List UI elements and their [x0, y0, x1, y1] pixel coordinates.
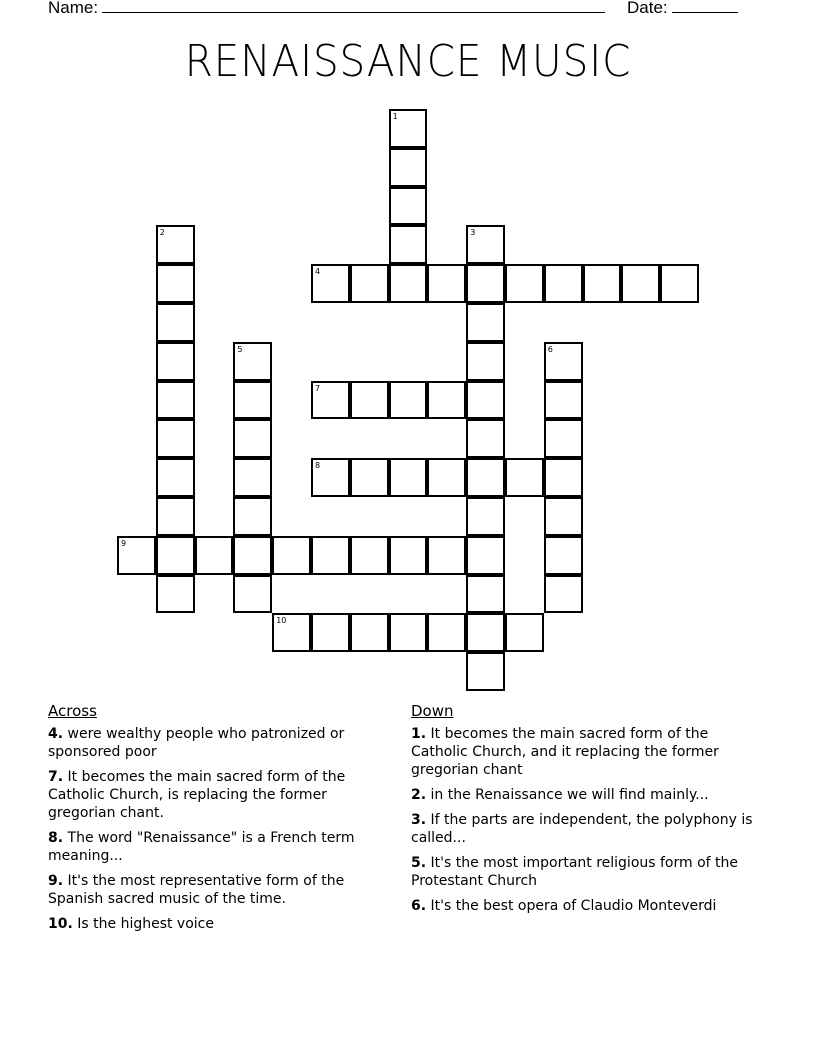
grid-cell[interactable]	[466, 225, 505, 264]
grid-cell[interactable]	[466, 381, 505, 420]
clue-text: in the Renaissance we will find mainly...	[430, 787, 709, 803]
grid-cell[interactable]	[350, 264, 389, 303]
grid-cell[interactable]	[505, 264, 544, 303]
grid-cell[interactable]	[272, 613, 311, 652]
grid-cell[interactable]	[583, 264, 622, 303]
grid-cell[interactable]	[389, 264, 428, 303]
clue-number: 6	[547, 344, 553, 354]
across-clues	[48, 700, 393, 940]
grid-cell[interactable]	[233, 419, 272, 458]
down-clue	[411, 897, 766, 915]
grid-cell[interactable]	[156, 342, 195, 381]
clue-number: 10	[276, 616, 287, 626]
grid-cell[interactable]	[156, 575, 195, 614]
grid-cell[interactable]	[389, 458, 428, 497]
clue-number-label: 7.	[48, 769, 64, 785]
grid-cell[interactable]	[311, 458, 350, 497]
grid-cell[interactable]	[350, 381, 389, 420]
grid-cell[interactable]	[272, 536, 311, 575]
grid-cell[interactable]	[117, 536, 156, 575]
grid-cell[interactable]	[350, 458, 389, 497]
clue-text: It's the most representative form of the Spanish sacred music of the time.	[48, 873, 345, 907]
grid-cell[interactable]	[195, 536, 234, 575]
clue-number: 4	[315, 267, 321, 277]
clue-number: 5	[237, 344, 243, 354]
clue-number: 1	[392, 112, 398, 121]
clue-number-label: 3.	[411, 812, 427, 828]
down-clue	[411, 854, 766, 890]
clue-text: It's the most important religious form of the Protestant Church	[411, 855, 739, 889]
grid-cell[interactable]	[466, 419, 505, 458]
grid-cell[interactable]	[427, 381, 466, 420]
clue-number-label: 4.	[48, 726, 64, 742]
grid-cell[interactable]	[233, 381, 272, 420]
grid-cell[interactable]	[233, 497, 272, 536]
across-clue	[48, 768, 393, 822]
clue-number-label: 6.	[411, 898, 427, 914]
clue-number: 3	[470, 228, 476, 238]
grid-cell[interactable]	[544, 575, 583, 614]
grid-cell[interactable]	[544, 264, 583, 303]
grid-cell[interactable]	[544, 458, 583, 497]
down-clue	[411, 811, 766, 847]
grid-cell[interactable]	[427, 536, 466, 575]
clue-number: 2	[159, 228, 165, 238]
clue-number: 9	[121, 538, 127, 548]
name-label: Name:	[48, 0, 99, 17]
grid-cell[interactable]	[466, 652, 505, 691]
grid-cell[interactable]	[389, 225, 428, 264]
down-clue	[411, 786, 766, 804]
grid-cell[interactable]	[389, 381, 428, 420]
clue-text: If the parts are independent, the polyphony is called...	[411, 812, 753, 846]
grid-cell[interactable]	[233, 342, 272, 381]
grid-cell[interactable]	[660, 264, 699, 303]
across-clue	[48, 872, 393, 908]
grid-cell[interactable]	[233, 536, 272, 575]
clue-text: It becomes the main sacred form of the Catholic Church, is replacing the former gregorian chant.	[48, 769, 346, 821]
grid-cell[interactable]	[389, 109, 428, 148]
grid-cell[interactable]	[621, 264, 660, 303]
grid-cell[interactable]	[311, 264, 350, 303]
across-clue	[48, 915, 393, 933]
grid-cell[interactable]	[350, 536, 389, 575]
clue-number-label: 5.	[411, 855, 427, 871]
clue-number: 7	[315, 383, 321, 393]
grid-cell[interactable]	[427, 613, 466, 652]
grid-cell[interactable]	[505, 458, 544, 497]
grid-cell[interactable]	[156, 303, 195, 342]
grid-cell[interactable]	[156, 381, 195, 420]
across-heading: Across	[48, 702, 97, 720]
grid-cell[interactable]	[311, 381, 350, 420]
clue-number-label: 9.	[48, 873, 64, 889]
clue-text: Is the highest voice	[77, 916, 214, 932]
down-clues	[411, 700, 766, 922]
grid-cell[interactable]	[466, 575, 505, 614]
grid-cell[interactable]	[156, 458, 195, 497]
clue-number-label: 10.	[48, 916, 73, 932]
grid-cell[interactable]	[544, 419, 583, 458]
across-clue	[48, 829, 393, 865]
grid-cell[interactable]	[466, 536, 505, 575]
clue-text: It becomes the main sacred form of the Catholic Church, and it replacing the former gregorian chant	[411, 726, 719, 778]
clue-number-label: 2.	[411, 787, 427, 803]
grid-cell[interactable]	[544, 536, 583, 575]
grid-cell[interactable]	[156, 497, 195, 536]
grid-cell[interactable]	[466, 264, 505, 303]
grid-cell[interactable]	[233, 458, 272, 497]
down-clue-list	[411, 725, 766, 915]
across-clue	[48, 725, 393, 761]
grid-cell[interactable]	[156, 419, 195, 458]
across-clue-list	[48, 725, 393, 933]
grid-cell[interactable]	[233, 575, 272, 614]
grid-cell[interactable]	[466, 458, 505, 497]
grid-cell[interactable]	[389, 148, 428, 187]
date-label: Date:	[627, 0, 668, 17]
grid-cell[interactable]	[466, 497, 505, 536]
grid-cell[interactable]	[544, 497, 583, 536]
grid-cell[interactable]	[156, 264, 195, 303]
grid-cell[interactable]	[156, 536, 195, 575]
grid-cell[interactable]	[311, 613, 350, 652]
grid-cell[interactable]	[350, 613, 389, 652]
clue-number-label: 8.	[48, 830, 64, 846]
grid-cell[interactable]	[156, 225, 195, 264]
grid-cell[interactable]	[544, 342, 583, 381]
grid-cell[interactable]	[466, 613, 505, 652]
clue-text: were wealthy people who patronized or sponsored poor	[48, 726, 345, 760]
grid-cell[interactable]	[466, 342, 505, 381]
grid-cell[interactable]	[505, 613, 544, 652]
clue-text: It's the best opera of Claudio Monteverdi	[430, 898, 717, 914]
clue-number: 8	[315, 461, 321, 471]
down-heading: Down	[411, 702, 454, 720]
down-clue	[411, 725, 766, 779]
grid-cell[interactable]	[427, 264, 466, 303]
grid-cell[interactable]	[466, 303, 505, 342]
grid-cell[interactable]	[389, 187, 428, 226]
puzzle-title: RENAISSANCE MUSIC	[184, 36, 632, 87]
grid-cell[interactable]	[427, 458, 466, 497]
grid-cell[interactable]	[311, 536, 350, 575]
grid-cell[interactable]	[544, 381, 583, 420]
clue-number-label: 1.	[411, 726, 427, 742]
grid-cell[interactable]	[389, 536, 428, 575]
grid-cell[interactable]	[389, 613, 428, 652]
clue-text: The word "Renaissance" is a French term meaning...	[48, 830, 355, 864]
